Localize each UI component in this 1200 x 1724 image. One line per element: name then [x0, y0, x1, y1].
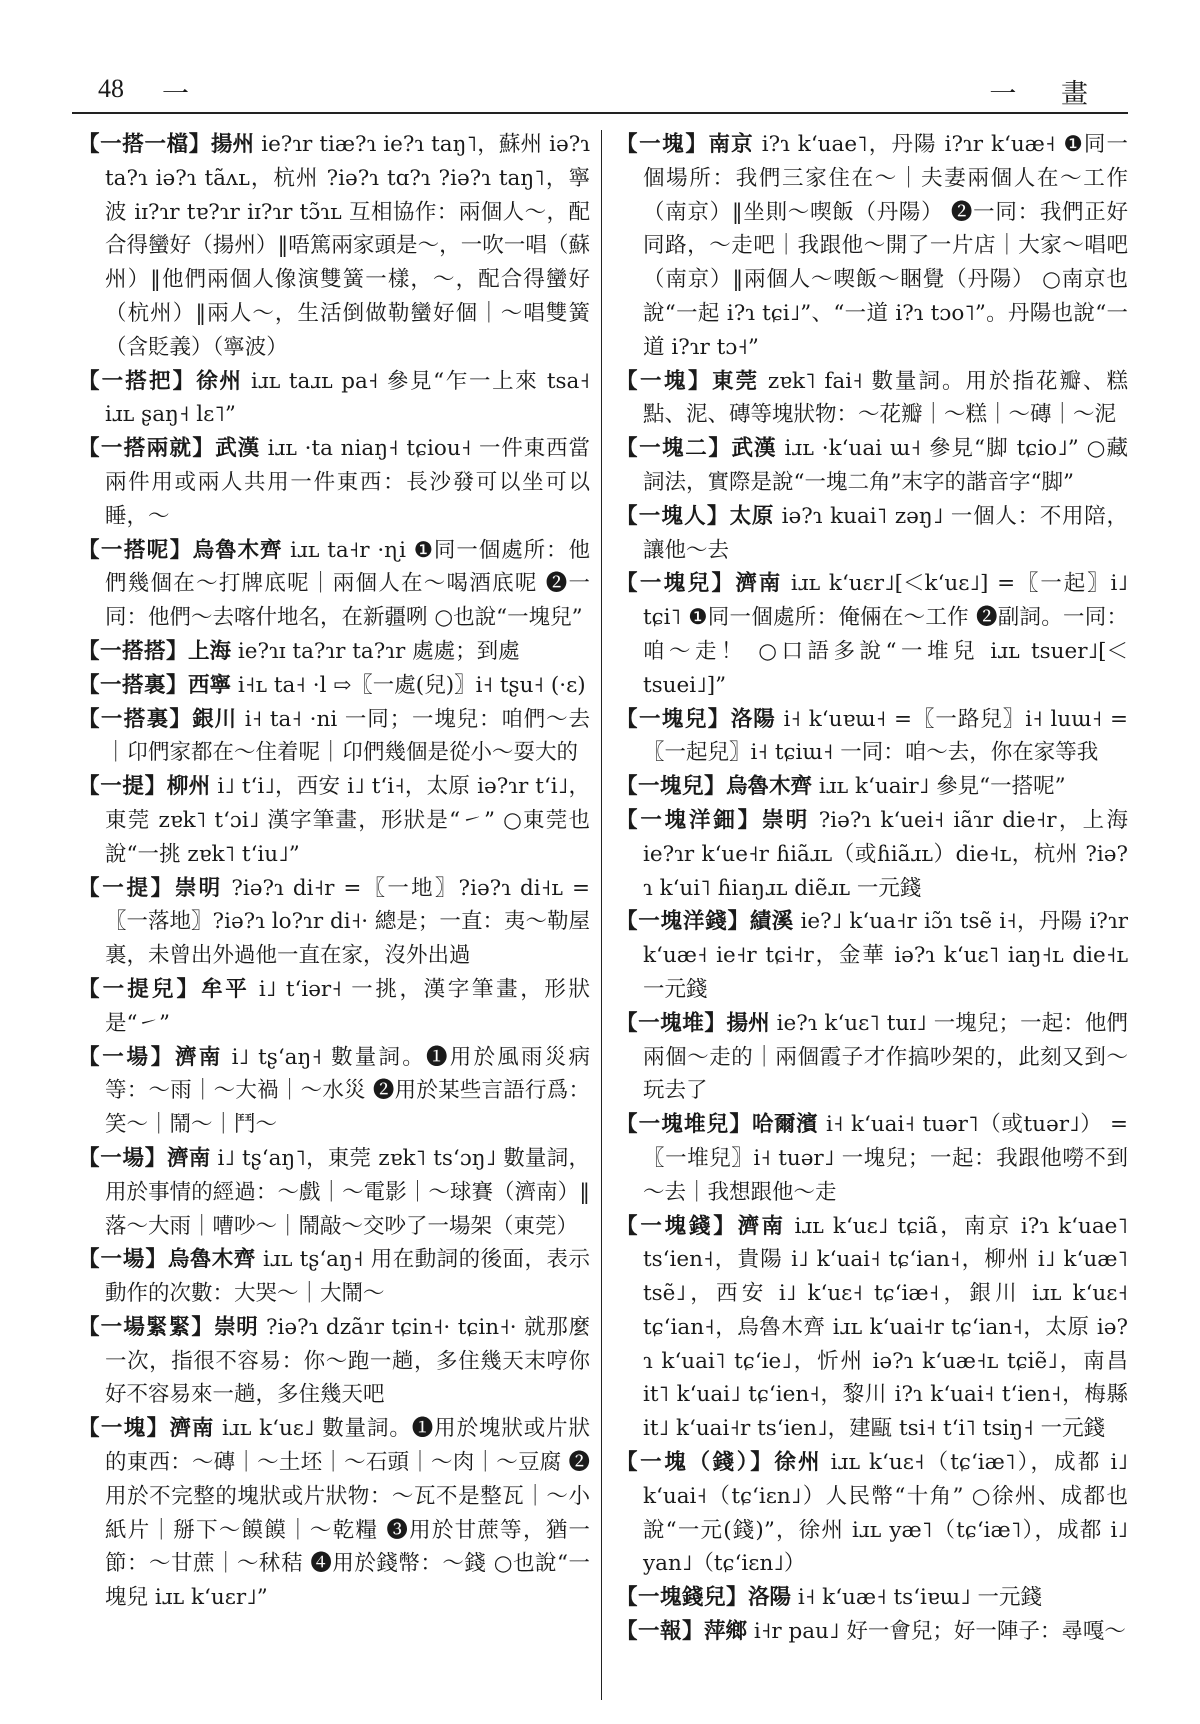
entry-definition: i˧ kʻuæ˧ tsʻiɐɯ˩ 一元錢 [791, 1585, 1043, 1611]
dictionary-entry [616, 1108, 1128, 1209]
entry-definition: iɹʟ kʻuɛ˩ tɕiã，南京 i?ɿ kʻuae˥ tsʻien˧，貴陽 i˩ kʻuai˧ tɕʻian˧，柳州 i˩ kʻuæ˥ tsẽ˩，西安 i˩ kʻuɛ˧ tɕʻiæ˧，銀川 iɹʟ kʻuɛ˧ tɕʻian˧，烏魯木齊 iɹʟ kʻuai˧r tɕʻian˧，太原 iə?ɿ kʻuai˥ tɕʻie˩，忻州 iə?ɿ kʻuæ˧ʟ tɕiẽ˩，南昌 it˥ kʻuai˩ tɕʻien˧，黎川 i?ɿ kʻuai˧ tʻien˧，梅縣 it˩ kʻuai˧r tsʻien˩，建甌 tsi˧ tʻi˥ tsiŋ˧ 一元錢 [643, 1213, 1128, 1442]
entry-headword: 【一塊錢兒】 [616, 1585, 749, 1611]
entry-definition: iɹʟ kʻuɛ˩ 數量詞。❶用於塊狀或片狀的東西：～磚｜～土坯｜～石頭｜～肉｜～豆腐 ❷用於不完整的塊狀或片狀物：～瓦不是整瓦｜～小紙片｜掰下～饃饃｜～乾糧 ❸用於甘蔗等，猶一節：～甘蔗｜～秫秸 ❹用於錢幣：～錢 ○也說“一塊兒 iɹʟ kʻuɛr˩” [105, 1416, 590, 1611]
entry-dialect-location: 濟南 [175, 1044, 223, 1070]
dictionary-entry [616, 703, 1128, 771]
entry-definition: i˧ kʻuɐɯ˧ =〖一路兒〗i˧ luɯ˧ =〖一起兒〗i˧ tɕiɯ˧ 一同：咱～去，你在家等我 [643, 706, 1128, 766]
entry-definition: iɹʟ kʻuɛ˧（tɕʻiæ˥），成都 i˩ kʻuai˧（tɕʻiɛn˩）人民幣“十角” ○徐州、成都也說“一元(錢)”，徐州 iɹʟ yæ˥（tɕʻiæ˥），成都 i˩ yan˩（tɕʻiɛn˩） [643, 1450, 1128, 1577]
dictionary-entry [78, 128, 590, 365]
entry-definition: ie?ɿɪ ta?ɿr ta?ɿr 處處；到處 [231, 638, 520, 664]
entry-definition: ie?ɿ kʻuɛ˥ tuɪ˩ 一塊兒；一起：他們兩個～走的｜兩個霞子才作搞吵架的，此刻又到～玩去了 [643, 1010, 1128, 1104]
entry-headword: 【一塊（錢）】 [616, 1450, 775, 1476]
dictionary-entry [616, 567, 1128, 702]
entry-headword: 【一搭裏】 [78, 672, 189, 698]
entry-definition: ?iə?ɿ di˧r =〖一地〗?iə?ɿ di˧ʟ =〖一落地〗?iə?ɿ lo?ɿr di˧· 總是；一直：夷～勒屋裏，未曾出外過他一直在家，沒外出過 [105, 875, 590, 969]
dictionary-entry [616, 1615, 1128, 1649]
entry-headword: 【一提】 [78, 774, 167, 800]
entry-dialect-location: 上海 [188, 638, 232, 664]
entry-dialect-location: 揚州 [726, 1010, 770, 1036]
entry-definition: i˩ tʻi˩，西安 i˩ tʻi˧，太原 iə?ɿr tʻi˩，東莞 zɐk˥ tʻɔi˩ 漢字筆畫，形狀是“㇀” ○東莞也說“一挑 zɐk˥ tʻiu˩” [105, 774, 590, 867]
dictionary-entry [616, 365, 1128, 433]
entry-dialect-location: 濟南 [737, 1213, 786, 1239]
entry-dialect-location: 東莞 [711, 368, 759, 394]
entry-headword: 【一塊】 [78, 1416, 170, 1442]
header-right-label: 一 畫 [989, 79, 1106, 110]
left-column [78, 128, 590, 1708]
dictionary-entry [78, 669, 590, 703]
entry-dialect-location: 濟南 [166, 1145, 211, 1171]
dictionary-entry [78, 1041, 590, 1142]
dictionary-entry [78, 973, 590, 1041]
entry-headword: 【一塊】 [616, 368, 712, 394]
entry-headword: 【一塊錢】 [616, 1213, 738, 1239]
entry-dialect-location: 徐州 [196, 368, 243, 394]
entry-headword: 【一塊兒】 [616, 571, 736, 597]
entry-headword: 【一提】 [78, 875, 175, 901]
dictionary-entry [616, 1446, 1128, 1581]
entry-headword: 【一塊】 [616, 132, 709, 157]
entry-definition: iə?ɿ kuai˥ zəŋ˩ 一個人：不用陪，讓他～去 [643, 503, 1128, 563]
entry-definition: iɹʟ taɹʟ pa˧ 參見“乍一上來 tsa˧ iɹʟ ʂaŋ˧ lɛ˥” [105, 368, 590, 428]
entry-definition: i?ɿ kʻuae˥，丹陽 i?ɿr kʻuæ˧ ❶同一個場所：我們三家住在～｜夫妻兩個人在～工作（南京）‖坐則～喫飯（丹陽） ❷一同：我們正好同路，～走吧｜我跟他～開了一片店｜大家～唱吧（南京）‖兩個人～喫飯～睏覺（丹陽） ○南京也說“一起 i?ɿ tɕi˩”、“一道 i?ɿ tɔo˥”。丹陽也說“一道 i?ɿr tɔ˧” [643, 132, 1128, 360]
dictionary-entry [616, 1210, 1128, 1447]
entry-definition: zɐk˥ fai˧ 數量詞。用於指花瓣、糕點、泥、磚等塊狀物：～花瓣｜～糕｜～磚｜～泥 [643, 368, 1128, 428]
entry-headword: 【一塊兒】 [616, 706, 731, 732]
entry-headword: 【一場】 [78, 1145, 167, 1171]
entry-headword: 【一塊人】 [616, 503, 730, 529]
dictionary-entry [78, 1311, 590, 1412]
entry-dialect-location: 萍鄉 [704, 1619, 748, 1645]
entry-dialect-location: 績溪 [749, 909, 794, 935]
entry-headword: 【一場】 [78, 1247, 168, 1273]
entry-headword: 【一提兒】 [78, 976, 202, 1002]
entry-headword: 【一場】 [78, 1044, 175, 1070]
dictionary-entry [78, 635, 590, 669]
entry-definition: iɹʟ kʻuɛr˩[＜kʻuɛ˩] =〖一起〗i˩ tɕi˥ ❶同一個處所：俺倆在～工作 ❷副詞。一同：咱～走！ ○口語多說“一堆兒 iɹʟ tsuer˩[＜tsuei˩]” [643, 571, 1128, 698]
entry-headword: 【一搭裏】 [78, 706, 193, 732]
entry-definition: i˧ kʻuai˧ tuər˥（或tuər˩） =〖一堆兒〗i˧ tuər˩ 一塊兒；一起：我跟他嘮不到～去｜我想跟他～走 [643, 1112, 1128, 1205]
entry-dialect-location: 銀川 [192, 706, 238, 732]
entry-definition: i˧r pau˩ 好一會兒；好一陣子：尋嘎～ [747, 1619, 1126, 1645]
entry-dialect-location: 洛陽 [730, 706, 776, 732]
column-divider [601, 130, 602, 1700]
entry-headword: 【一塊堆兒】 [616, 1112, 752, 1138]
dictionary-entry [78, 872, 590, 973]
dictionary-entry [78, 1412, 590, 1615]
entry-definition: i˧ʟ ta˧ ·l ⇨〖一處(兒)〗i˧ tʂu˧ (·ɛ) [231, 672, 586, 698]
dictionary-entry [616, 128, 1128, 365]
dictionary-entry [616, 770, 1128, 804]
entry-dialect-location: 哈爾濱 [751, 1112, 819, 1138]
entry-dialect-location: 徐州 [774, 1450, 822, 1476]
entry-dialect-location: 洛陽 [748, 1585, 792, 1611]
header-left-label: 一 [162, 79, 189, 110]
entry-dialect-location: 牟平 [201, 976, 250, 1002]
entry-dialect-location: 武漢 [215, 436, 260, 462]
entry-definition: iɹʟ tʂʻaŋ˧ 用在動詞的後面，表示動作的次數：大哭～｜大鬧～ [105, 1247, 590, 1307]
entry-definition: iɹʟ ·ta niaŋ˧ tɕiou˧ 一件東西當兩件用或兩人共用一件東西：長沙發可以坐可以睡，～ [105, 436, 590, 529]
entry-definition: i˩ tʂʻaŋ˧ 數量詞。❶用於風雨災病等：～雨｜～大禍｜～水災 ❷用於某些言語行爲：笑～｜鬧～｜鬥～ [105, 1044, 590, 1138]
dictionary-entry [616, 1581, 1128, 1615]
entry-headword: 【一場緊緊】 [78, 1314, 215, 1340]
entry-definition: iɹʟ ta˧r ·ɳi ❶同一個處所：他們幾個在～打牌底呢｜兩個人在～喝酒底呢 ❷一同：他們～去喀什地名，在新疆咧 ○也說“一塊兒” [105, 537, 590, 631]
entry-definition: ?iə?ɿ dzãɿr tɕin˧· tɕin˧· 就那麼一次，指很不容易：你～跑一趟，多住幾天末哼你好不容易來一趟，多住幾天吧 [105, 1314, 590, 1408]
entry-dialect-location: 崇明 [214, 1314, 259, 1340]
entry-headword: 【一報】 [616, 1619, 705, 1645]
entry-definition: ie?˩ kʻua˧r iɔ̃ɿ tsẽ i˧，丹陽 i?ɿr kʻuæ˧ ie˧r tɕi˧r，金華 iə?ɿ kʻuɛ˥ iaŋ˧ʟ die˧ʟ 一元錢 [643, 909, 1128, 1002]
entry-dialect-location: 太原 [729, 503, 775, 529]
entry-dialect-location: 濟南 [735, 571, 783, 597]
entry-headword: 【一搭搭】 [78, 638, 189, 664]
entry-dialect-location: 崇明 [174, 875, 223, 901]
entry-headword: 【一塊洋鈿】 [616, 807, 762, 833]
dictionary-entry [616, 1007, 1128, 1108]
right-column [616, 128, 1128, 1708]
entry-definition: iɹʟ ·kʻuai ɯ˧ 參見“脚 tɕio˩” ○藏詞法，實際是說“一塊二角”末字的諧音字“脚” [643, 436, 1128, 495]
entry-headword: 【一塊兒】 [616, 774, 727, 800]
entry-dialect-location: 烏魯木齊 [726, 774, 813, 800]
dictionary-entry [616, 804, 1128, 905]
dictionary-entry [78, 1243, 590, 1311]
entry-definition: i˩ tʻiər˧ 一挑，漢字筆畫，形狀是“㇀” [105, 976, 590, 1036]
dictionary-entry [78, 365, 590, 433]
dictionary-entry [78, 432, 590, 533]
entry-dialect-location: 烏魯木齊 [167, 1247, 256, 1273]
entry-definition: ?iə?ɿ kʻuei˧ iãɿr die˧r，上海 ie?ɿr kʻue˧r ɦiãɹʟ（或ɦiãɹʟ）die˧ʟ，杭州 ?iə?ɿ kʻui˥ ɦiaŋɹʟ diẽɹʟ 一元錢 [643, 807, 1128, 901]
page-header [72, 66, 1128, 114]
dictionary-entry [616, 500, 1128, 568]
entry-dialect-location: 南京 [708, 132, 754, 157]
dictionary-entry [616, 905, 1128, 1006]
entry-definition: iɹʟ kʻuair˩ 參見“一搭呢” [812, 774, 1066, 800]
entry-dialect-location: 崇明 [761, 807, 810, 833]
entry-dialect-location: 濟南 [169, 1416, 215, 1442]
dictionary-entry [78, 703, 590, 771]
entry-headword: 【一塊堆】 [616, 1010, 727, 1036]
entry-dialect-location: 烏魯木齊 [192, 537, 283, 563]
entry-definition: i˧ ta˧ ·ni 一同；一塊兒：咱們～去｜卬們家都在～住着呢｜卬們幾個是從小～耍大的 [105, 706, 590, 766]
entry-headword: 【一搭把】 [78, 368, 197, 394]
entry-headword: 【一塊二】 [616, 436, 732, 462]
dictionary-entry [78, 534, 590, 635]
entry-headword: 【一搭呢】 [78, 537, 193, 563]
entry-definition: ie?ɿr tiæ?ɿ ie?ɿ taŋ˥，蘇州 iə?ɿ ta?ɿ iə?ɿ tãʌʟ，杭州 ?iə?ɿ tɑ?ɿ ?iə?ɿ taŋ˥，寧波 iɪ?ɿr tɐ?ɿr iɪ?ɿr tɔ̃ɿʟ 互相協作：兩個人～，配合得蠻好（揚州）‖唔篤兩家頭是～，一吹一唱（蘇州）‖他們兩個人像演雙簧一樣，～，配合得蠻好（杭州）‖兩人～，生活倒做勒蠻好個｜～唱雙簧（含貶義）（寧波） [105, 132, 590, 360]
dictionary-entry [616, 432, 1128, 500]
entry-dialect-location: 武漢 [731, 436, 777, 462]
entry-definition: i˩ tʂʻaŋ˥，東莞 zɐk˥ tsʻɔŋ˩ 數量詞，用於事情的經過：～戲｜～電影｜～球賽（濟南）‖落～大雨｜嘈吵～｜鬧敲～交吵了一場架（東莞） [105, 1145, 590, 1239]
entry-headword: 【一搭兩就】 [78, 436, 216, 462]
entry-headword: 【一塊洋錢】 [616, 909, 750, 935]
entry-dialect-location: 揚州 [210, 132, 255, 157]
entry-dialect-location: 柳州 [166, 774, 211, 800]
entry-headword: 【一搭一檔】 [78, 132, 211, 157]
entry-dialect-location: 西寧 [188, 672, 232, 698]
dictionary-entry [78, 1142, 590, 1243]
dictionary-entry [78, 770, 590, 871]
page-number: 48 [98, 74, 124, 103]
